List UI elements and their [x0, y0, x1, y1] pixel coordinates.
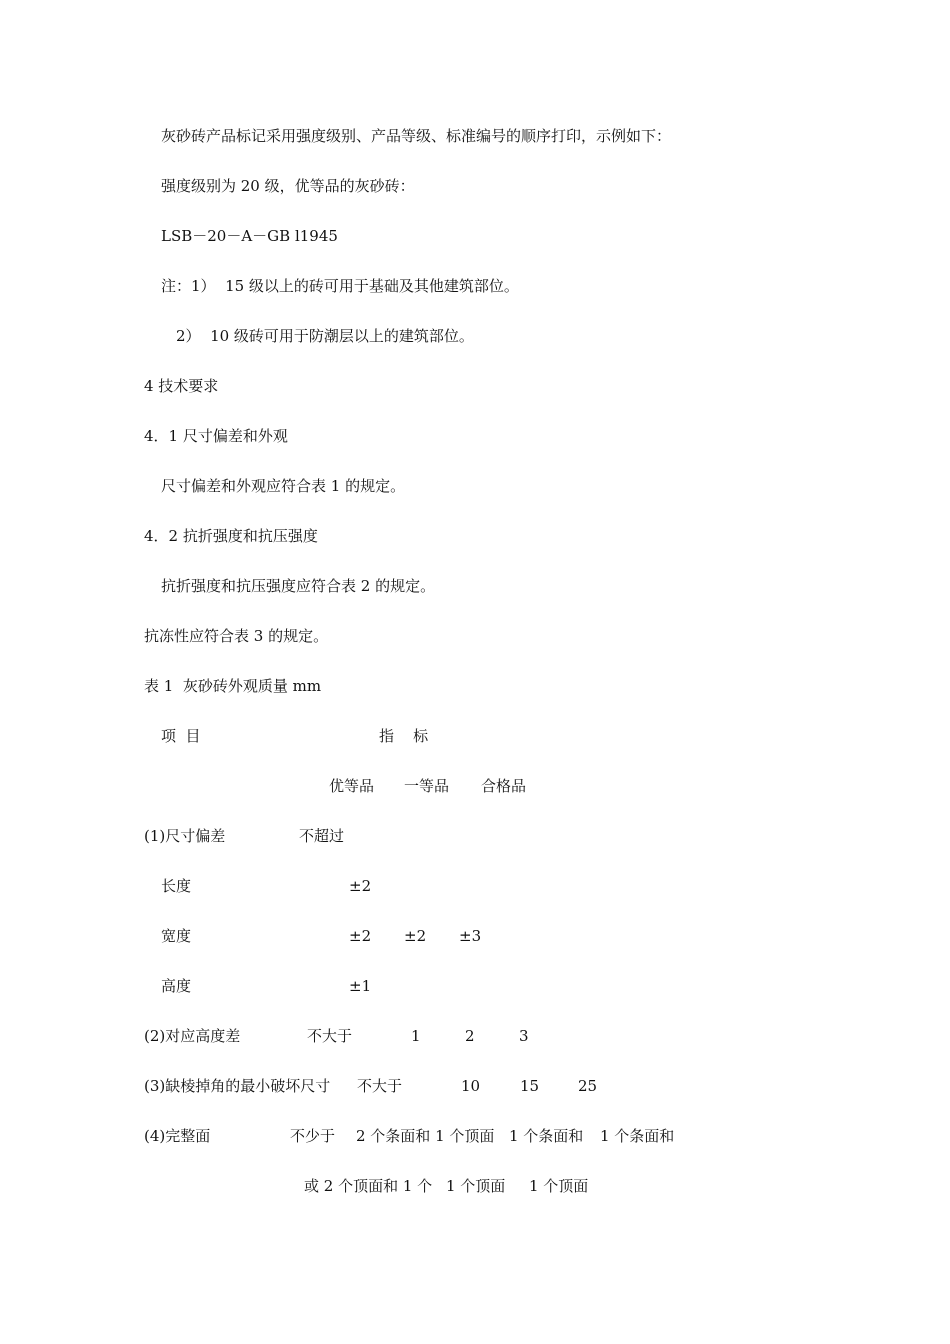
table-row-size-deviation-label: (1)尺寸偏差: [144, 827, 226, 845]
note-1: 注：1） 15 级以上的砖可用于基础及其他建筑部位。: [161, 277, 519, 295]
table-header-grade-qualified: 合格品: [481, 777, 527, 795]
table-row-size-deviation-condition: 不超过: [299, 827, 345, 845]
table-row-edge-damage-condition: 不大于: [357, 1077, 403, 1095]
section-heading-4: 4 技术要求: [144, 377, 219, 395]
table-row-edge-damage-value-1: 10: [461, 1077, 481, 1095]
table-row-complete-face-label: (4)完整面: [144, 1127, 211, 1145]
table-row-complete-face-cont-value-3: 1 个顶面: [529, 1177, 589, 1195]
table-row-height-difference-value-1: 1: [411, 1027, 421, 1045]
table-row-edge-damage-value-2: 15: [520, 1077, 540, 1095]
section-heading-4-1: 4．1 尺寸偏差和外观: [144, 427, 288, 445]
table-header-item: 项 目: [161, 727, 201, 745]
paragraph-marking-code: LSB－20－A－GB l1945: [161, 227, 338, 245]
table-row-height-label: 高度: [161, 977, 192, 995]
table-row-complete-face-cont-value-2: 1 个顶面: [446, 1177, 506, 1195]
note-2: 2） 10 级砖可用于防潮层以上的建筑部位。: [176, 327, 474, 345]
table-row-height-difference-value-3: 3: [519, 1027, 529, 1045]
table-row-height-difference-condition: 不大于: [307, 1027, 353, 1045]
paragraph-4-2: 抗折强度和抗压强度应符合表 2 的规定。: [161, 577, 436, 595]
paragraph-marking-rule: 灰砂砖产品标记采用强度级别、产品等级、标准编号的顺序打印，示例如下：: [161, 127, 672, 145]
table-row-width-value-3: ±3: [459, 927, 482, 945]
table-caption: 表 1 灰砂砖外观质量 mm: [144, 677, 322, 695]
table-header-index: 指 标: [379, 727, 429, 745]
table-row-edge-damage-label: (3)缺棱掉角的最小破坏尺寸: [144, 1077, 331, 1095]
paragraph-frost-resistance: 抗冻性应符合表 3 的规定。: [144, 627, 329, 645]
section-heading-4-2: 4．2 抗折强度和抗压强度: [144, 527, 318, 545]
table-row-complete-face-value-2: 1 个条面和: [509, 1127, 584, 1145]
table-row-complete-face-cont-value-1: 或 2 个顶面和 1 个: [304, 1177, 433, 1195]
table-row-width-value-1: ±2: [349, 927, 372, 945]
table-header-grade-first: 一等品: [404, 777, 450, 795]
table-row-complete-face-value-3: 1 个条面和: [600, 1127, 675, 1145]
table-row-length-label: 长度: [161, 877, 192, 895]
paragraph-example-intro: 强度级别为 20 级，优等品的灰砂砖：: [161, 177, 415, 195]
paragraph-4-1: 尺寸偏差和外观应符合表 1 的规定。: [161, 477, 406, 495]
table-row-height-difference-label: (2)对应高度差: [144, 1027, 241, 1045]
table-row-complete-face-condition: 不少于: [290, 1127, 336, 1145]
table-row-width-value-2: ±2: [404, 927, 427, 945]
table-row-complete-face-value-1: 2 个条面和 1 个顶面: [356, 1127, 495, 1145]
table-row-length-value: ±2: [349, 877, 372, 895]
table-row-height-difference-value-2: 2: [465, 1027, 475, 1045]
table-header-grade-superior: 优等品: [329, 777, 375, 795]
table-row-width-label: 宽度: [161, 927, 192, 945]
table-row-edge-damage-value-3: 25: [578, 1077, 598, 1095]
table-row-height-value: ±1: [349, 977, 372, 995]
